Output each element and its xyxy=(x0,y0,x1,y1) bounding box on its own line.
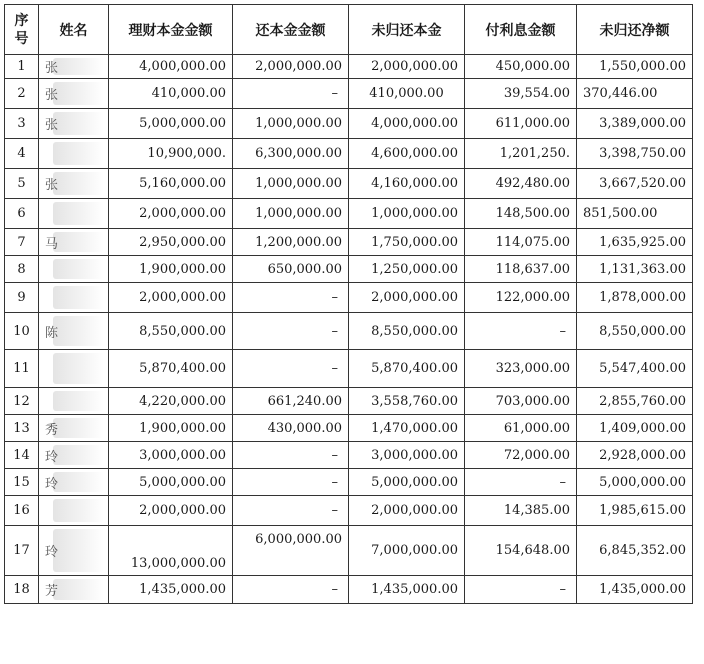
table-row xyxy=(5,256,693,283)
header-unreturned: 未归还本金 xyxy=(349,5,465,55)
cell-net: 3,389,000.00 xyxy=(577,109,693,139)
cell-unreturned: 5,870,400.00 xyxy=(349,350,465,388)
cell-interest: 14,385.00 xyxy=(465,496,577,526)
redaction-blur xyxy=(53,232,104,252)
cell-name xyxy=(39,109,109,139)
cell-unreturned: 8,550,000.00 xyxy=(349,313,465,350)
cell-repaid: 1,000,000.00 xyxy=(233,199,349,229)
cell-interest: 61,000.00 xyxy=(465,415,577,442)
table-row xyxy=(5,55,693,79)
cell-interest: – xyxy=(465,469,577,496)
table-row xyxy=(5,526,693,576)
table-row xyxy=(5,469,693,496)
cell-index: 2 xyxy=(5,79,39,109)
cell-repaid: – xyxy=(233,442,349,469)
cell-net: 5,000,000.00 xyxy=(577,469,693,496)
name-fragment: 张 xyxy=(45,178,59,193)
cell-net: 2,928,000.00 xyxy=(577,442,693,469)
redaction-blur xyxy=(53,286,104,309)
cell-interest: – xyxy=(465,576,577,604)
redaction-blur xyxy=(53,418,104,438)
table-row xyxy=(5,576,693,604)
name-fragment: 秀 xyxy=(45,422,59,438)
cell-principal: 2,000,000.00 xyxy=(109,496,233,526)
cell-repaid: – xyxy=(233,313,349,350)
cell-principal: 1,435,000.00 xyxy=(109,576,233,604)
cell-name xyxy=(39,199,109,229)
name-fragment: 玲 xyxy=(45,449,59,465)
cell-index: 8 xyxy=(5,256,39,283)
cell-unreturned: 3,000,000.00 xyxy=(349,442,465,469)
redaction-blur xyxy=(53,82,104,105)
table-row xyxy=(5,169,693,199)
redaction-blur xyxy=(53,529,104,572)
name-fragment: 玲 xyxy=(45,545,59,560)
cell-principal: 5,000,000.00 xyxy=(109,469,233,496)
cell-net: 6,845,352.00 xyxy=(577,526,693,576)
cell-index: 15 xyxy=(5,469,39,496)
cell-index: 17 xyxy=(5,526,39,576)
header-net: 未归还净额 xyxy=(577,5,693,55)
cell-unreturned: 5,000,000.00 xyxy=(349,469,465,496)
cell-unreturned: 1,470,000.00 xyxy=(349,415,465,442)
cell-interest: 450,000.00 xyxy=(465,55,577,79)
cell-name xyxy=(39,313,109,350)
cell-principal: 13,000,000.00 xyxy=(109,526,233,576)
cell-interest: 39,554.00 xyxy=(465,79,577,109)
table-row xyxy=(5,313,693,350)
cell-unreturned: 410,000.00 xyxy=(349,79,465,109)
cell-net: 1,131,363.00 xyxy=(577,256,693,283)
cell-unreturned: 2,000,000.00 xyxy=(349,55,465,79)
cell-net: 5,547,400.00 xyxy=(577,350,693,388)
cell-interest: 323,000.00 xyxy=(465,350,577,388)
cell-repaid: 6,000,000.00 xyxy=(233,526,349,576)
table-row xyxy=(5,283,693,313)
cell-interest: 154,648.00 xyxy=(465,526,577,576)
header-repaid: 还本金金额 xyxy=(233,5,349,55)
name-fragment: 马 xyxy=(45,236,59,252)
cell-name xyxy=(39,79,109,109)
cell-repaid: 650,000.00 xyxy=(233,256,349,283)
header-principal: 理财本金金额 xyxy=(109,5,233,55)
cell-repaid: 1,000,000.00 xyxy=(233,169,349,199)
cell-unreturned: 4,000,000.00 xyxy=(349,109,465,139)
cell-net: 851,500.00 xyxy=(577,199,693,229)
cell-repaid: – xyxy=(233,350,349,388)
cell-interest: 492,480.00 xyxy=(465,169,577,199)
cell-net: 1,550,000.00 xyxy=(577,55,693,79)
table-row xyxy=(5,388,693,415)
redaction-blur xyxy=(53,391,104,411)
cell-net: 1,435,000.00 xyxy=(577,576,693,604)
cell-net: 1,635,925.00 xyxy=(577,229,693,256)
cell-principal: 4,000,000.00 xyxy=(109,55,233,79)
table-row xyxy=(5,139,693,169)
cell-repaid: – xyxy=(233,79,349,109)
name-fragment: 芳 xyxy=(45,584,59,599)
cell-interest: 118,637.00 xyxy=(465,256,577,283)
cell-interest: – xyxy=(465,313,577,350)
redaction-blur xyxy=(53,579,104,600)
cell-index: 5 xyxy=(5,169,39,199)
redaction-blur xyxy=(53,259,104,279)
cell-name xyxy=(39,283,109,313)
cell-principal: 10,900,000. xyxy=(109,139,233,169)
header-name: 姓名 xyxy=(39,5,109,55)
cell-principal: 5,000,000.00 xyxy=(109,109,233,139)
cell-name xyxy=(39,229,109,256)
cell-name xyxy=(39,139,109,169)
cell-principal: 410,000.00 xyxy=(109,79,233,109)
cell-net: 3,398,750.00 xyxy=(577,139,693,169)
cell-name xyxy=(39,496,109,526)
cell-index: 13 xyxy=(5,415,39,442)
cell-index: 18 xyxy=(5,576,39,604)
header-interest: 付利息金额 xyxy=(465,5,577,55)
cell-interest: 703,000.00 xyxy=(465,388,577,415)
financial-table xyxy=(4,4,693,604)
cell-net: 3,667,520.00 xyxy=(577,169,693,199)
redaction-blur xyxy=(53,445,104,465)
cell-principal: 8,550,000.00 xyxy=(109,313,233,350)
table-row xyxy=(5,109,693,139)
cell-name xyxy=(39,415,109,442)
cell-repaid: 2,000,000.00 xyxy=(233,55,349,79)
cell-name xyxy=(39,350,109,388)
cell-name xyxy=(39,576,109,604)
cell-repaid: 6,300,000.00 xyxy=(233,139,349,169)
cell-unreturned: 1,435,000.00 xyxy=(349,576,465,604)
cell-index: 9 xyxy=(5,283,39,313)
cell-name xyxy=(39,469,109,496)
cell-name xyxy=(39,526,109,576)
cell-name xyxy=(39,55,109,79)
cell-principal: 5,160,000.00 xyxy=(109,169,233,199)
cell-principal: 4,220,000.00 xyxy=(109,388,233,415)
cell-net: 1,878,000.00 xyxy=(577,283,693,313)
cell-interest: 72,000.00 xyxy=(465,442,577,469)
cell-unreturned: 2,000,000.00 xyxy=(349,496,465,526)
redaction-blur xyxy=(53,472,104,492)
cell-unreturned: 7,000,000.00 xyxy=(349,526,465,576)
redaction-blur xyxy=(53,172,104,195)
cell-index: 14 xyxy=(5,442,39,469)
cell-principal: 5,870,400.00 xyxy=(109,350,233,388)
cell-interest: 148,500.00 xyxy=(465,199,577,229)
redaction-blur xyxy=(53,58,104,75)
cell-repaid: 1,000,000.00 xyxy=(233,109,349,139)
cell-repaid: – xyxy=(233,283,349,313)
cell-unreturned: 4,600,000.00 xyxy=(349,139,465,169)
cell-index: 16 xyxy=(5,496,39,526)
cell-net: 8,550,000.00 xyxy=(577,313,693,350)
cell-unreturned: 1,250,000.00 xyxy=(349,256,465,283)
cell-name xyxy=(39,442,109,469)
cell-net: 1,409,000.00 xyxy=(577,415,693,442)
table-row xyxy=(5,199,693,229)
cell-index: 11 xyxy=(5,350,39,388)
redaction-blur xyxy=(53,112,104,135)
cell-interest: 114,075.00 xyxy=(465,229,577,256)
cell-index: 10 xyxy=(5,313,39,350)
cell-principal: 1,900,000.00 xyxy=(109,256,233,283)
cell-unreturned: 1,000,000.00 xyxy=(349,199,465,229)
cell-index: 3 xyxy=(5,109,39,139)
table-row xyxy=(5,496,693,526)
table-row xyxy=(5,229,693,256)
cell-name xyxy=(39,388,109,415)
cell-repaid: – xyxy=(233,469,349,496)
document-sheet xyxy=(4,4,700,664)
cell-unreturned: 1,750,000.00 xyxy=(349,229,465,256)
cell-index: 7 xyxy=(5,229,39,256)
table-row xyxy=(5,442,693,469)
cell-net: 370,446.00 xyxy=(577,79,693,109)
redaction-blur xyxy=(53,499,104,522)
name-fragment: 玲 xyxy=(45,476,59,492)
cell-principal: 2,000,000.00 xyxy=(109,283,233,313)
cell-principal: 3,000,000.00 xyxy=(109,442,233,469)
cell-interest: 1,201,250. xyxy=(465,139,577,169)
cell-name xyxy=(39,169,109,199)
cell-interest: 122,000.00 xyxy=(465,283,577,313)
cell-interest: 611,000.00 xyxy=(465,109,577,139)
table-row xyxy=(5,350,693,388)
cell-name xyxy=(39,256,109,283)
name-fragment: 张 xyxy=(45,88,59,103)
header-row xyxy=(5,5,693,55)
cell-index: 4 xyxy=(5,139,39,169)
cell-net: 2,855,760.00 xyxy=(577,388,693,415)
header-index: 序号 xyxy=(5,5,39,55)
redaction-blur xyxy=(53,142,104,165)
cell-repaid: – xyxy=(233,496,349,526)
name-fragment: 陈 xyxy=(45,325,59,341)
cell-repaid: 430,000.00 xyxy=(233,415,349,442)
cell-principal: 2,000,000.00 xyxy=(109,199,233,229)
redaction-blur xyxy=(53,202,104,225)
cell-repaid: 661,240.00 xyxy=(233,388,349,415)
cell-unreturned: 2,000,000.00 xyxy=(349,283,465,313)
cell-principal: 2,950,000.00 xyxy=(109,229,233,256)
cell-index: 12 xyxy=(5,388,39,415)
redaction-blur xyxy=(53,316,104,346)
cell-principal: 1,900,000.00 xyxy=(109,415,233,442)
cell-unreturned: 4,160,000.00 xyxy=(349,169,465,199)
cell-index: 1 xyxy=(5,55,39,79)
cell-repaid: 1,200,000.00 xyxy=(233,229,349,256)
cell-net: 1,985,615.00 xyxy=(577,496,693,526)
cell-repaid: – xyxy=(233,576,349,604)
cell-index: 6 xyxy=(5,199,39,229)
name-fragment: 张 xyxy=(45,118,59,133)
cell-unreturned: 3,558,760.00 xyxy=(349,388,465,415)
table-row xyxy=(5,415,693,442)
name-fragment: 张 xyxy=(45,61,59,76)
redaction-blur xyxy=(53,353,104,384)
table-row xyxy=(5,79,693,109)
